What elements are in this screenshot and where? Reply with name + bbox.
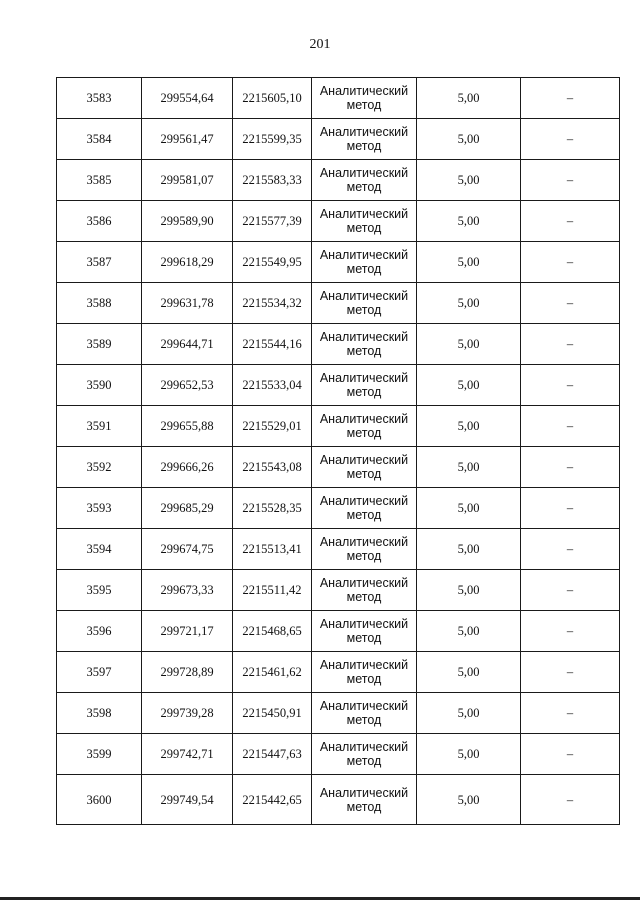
note-cell: –	[521, 734, 620, 775]
y-coordinate-cell: 2215533,04	[233, 365, 312, 406]
y-coordinate-cell: 2215529,01	[233, 406, 312, 447]
table-row	[57, 119, 620, 160]
note-cell: –	[521, 570, 620, 611]
table-row	[57, 488, 620, 529]
point-number-cell: 3587	[57, 242, 142, 283]
note-cell: –	[521, 611, 620, 652]
accuracy-cell: 5,00	[417, 611, 521, 652]
x-coordinate-cell: 299589,90	[142, 201, 233, 242]
method-cell	[312, 283, 417, 324]
x-coordinate-cell: 299631,78	[142, 283, 233, 324]
method-line-2: метод	[346, 221, 382, 235]
table-row	[57, 406, 620, 447]
method-line-2: метод	[346, 549, 382, 563]
point-number-cell: 3597	[57, 652, 142, 693]
accuracy-cell: 5,00	[417, 488, 521, 529]
method-line-1: Аналитический	[319, 453, 409, 467]
accuracy-cell: 5,00	[417, 283, 521, 324]
x-coordinate-cell: 299561,47	[142, 119, 233, 160]
accuracy-cell: 5,00	[417, 529, 521, 570]
method-cell	[312, 324, 417, 365]
x-coordinate-cell: 299652,53	[142, 365, 233, 406]
method-cell	[312, 78, 417, 119]
method-line-1: Аналитический	[319, 658, 409, 672]
y-coordinate-cell: 2215534,32	[233, 283, 312, 324]
method-cell	[312, 447, 417, 488]
coordinates-table	[56, 77, 620, 825]
y-coordinate-cell: 2215605,10	[233, 78, 312, 119]
method-cell	[312, 201, 417, 242]
method-line-2: метод	[346, 303, 382, 317]
point-number-cell: 3589	[57, 324, 142, 365]
table-row	[57, 570, 620, 611]
y-coordinate-cell: 2215543,08	[233, 447, 312, 488]
table-row	[57, 365, 620, 406]
method-cell	[312, 242, 417, 283]
x-coordinate-cell: 299581,07	[142, 160, 233, 201]
table-body	[57, 78, 620, 825]
x-coordinate-cell: 299618,29	[142, 242, 233, 283]
accuracy-cell: 5,00	[417, 734, 521, 775]
method-line-1: Аналитический	[319, 84, 409, 98]
method-line-1: Аналитический	[319, 248, 409, 262]
point-number-cell: 3588	[57, 283, 142, 324]
note-cell: –	[521, 365, 620, 406]
method-line-1: Аналитический	[319, 207, 409, 221]
note-cell: –	[521, 488, 620, 529]
table-row	[57, 160, 620, 201]
method-cell	[312, 119, 417, 160]
y-coordinate-cell: 2215447,63	[233, 734, 312, 775]
point-number-cell: 3586	[57, 201, 142, 242]
accuracy-cell: 5,00	[417, 693, 521, 734]
table-row	[57, 283, 620, 324]
point-number-cell: 3594	[57, 529, 142, 570]
method-line-2: метод	[346, 672, 382, 686]
y-coordinate-cell: 2215442,65	[233, 775, 312, 825]
point-number-cell: 3591	[57, 406, 142, 447]
accuracy-cell: 5,00	[417, 447, 521, 488]
method-line-2: метод	[346, 98, 382, 112]
method-cell	[312, 611, 417, 652]
table-row	[57, 78, 620, 119]
x-coordinate-cell: 299644,71	[142, 324, 233, 365]
note-cell: –	[521, 447, 620, 488]
accuracy-cell: 5,00	[417, 242, 521, 283]
y-coordinate-cell: 2215461,62	[233, 652, 312, 693]
accuracy-cell: 5,00	[417, 324, 521, 365]
table-row	[57, 693, 620, 734]
x-coordinate-cell: 299674,75	[142, 529, 233, 570]
note-cell: –	[521, 119, 620, 160]
method-line-2: метод	[346, 385, 382, 399]
y-coordinate-cell: 2215583,33	[233, 160, 312, 201]
method-line-1: Аналитический	[319, 330, 409, 344]
accuracy-cell: 5,00	[417, 201, 521, 242]
note-cell: –	[521, 201, 620, 242]
method-line-2: метод	[346, 426, 382, 440]
x-coordinate-cell: 299554,64	[142, 78, 233, 119]
point-number-cell: 3600	[57, 775, 142, 825]
accuracy-cell: 5,00	[417, 406, 521, 447]
page-number: 201	[309, 37, 331, 52]
method-cell	[312, 160, 417, 201]
table-row	[57, 775, 620, 825]
table-row	[57, 652, 620, 693]
y-coordinate-cell: 2215528,35	[233, 488, 312, 529]
note-cell: –	[521, 160, 620, 201]
method-line-1: Аналитический	[319, 289, 409, 303]
table-row	[57, 529, 620, 570]
accuracy-cell: 5,00	[417, 78, 521, 119]
y-coordinate-cell: 2215450,91	[233, 693, 312, 734]
accuracy-cell: 5,00	[417, 365, 521, 406]
method-line-2: метод	[346, 139, 382, 153]
point-number-cell: 3583	[57, 78, 142, 119]
table-row	[57, 242, 620, 283]
point-number-cell: 3585	[57, 160, 142, 201]
method-cell	[312, 652, 417, 693]
method-line-2: метод	[346, 467, 382, 481]
table-row	[57, 611, 620, 652]
x-coordinate-cell: 299666,26	[142, 447, 233, 488]
x-coordinate-cell: 299721,17	[142, 611, 233, 652]
x-coordinate-cell: 299728,89	[142, 652, 233, 693]
accuracy-cell: 5,00	[417, 652, 521, 693]
accuracy-cell: 5,00	[417, 160, 521, 201]
method-cell	[312, 529, 417, 570]
method-cell	[312, 570, 417, 611]
method-cell	[312, 693, 417, 734]
y-coordinate-cell: 2215544,16	[233, 324, 312, 365]
method-line-1: Аналитический	[319, 494, 409, 508]
method-line-1: Аналитический	[319, 535, 409, 549]
method-line-2: метод	[346, 508, 382, 522]
accuracy-cell: 5,00	[417, 775, 521, 825]
accuracy-cell: 5,00	[417, 570, 521, 611]
note-cell: –	[521, 406, 620, 447]
point-number-cell: 3590	[57, 365, 142, 406]
note-cell: –	[521, 242, 620, 283]
method-line-2: метод	[346, 799, 382, 814]
y-coordinate-cell: 2215511,42	[233, 570, 312, 611]
note-cell: –	[521, 324, 620, 365]
y-coordinate-cell: 2215577,39	[233, 201, 312, 242]
method-cell	[312, 365, 417, 406]
table-row	[57, 324, 620, 365]
x-coordinate-cell: 299739,28	[142, 693, 233, 734]
x-coordinate-cell: 299749,54	[142, 775, 233, 825]
method-line-2: метод	[346, 631, 382, 645]
table-row	[57, 447, 620, 488]
point-number-cell: 3598	[57, 693, 142, 734]
note-cell: –	[521, 529, 620, 570]
method-cell	[312, 734, 417, 775]
y-coordinate-cell: 2215599,35	[233, 119, 312, 160]
method-line-1: Аналитический	[319, 740, 409, 754]
point-number-cell: 3599	[57, 734, 142, 775]
y-coordinate-cell: 2215513,41	[233, 529, 312, 570]
x-coordinate-cell: 299673,33	[142, 570, 233, 611]
table-row	[57, 201, 620, 242]
x-coordinate-cell: 299655,88	[142, 406, 233, 447]
method-line-1: Аналитический	[319, 125, 409, 139]
table-row	[57, 734, 620, 775]
method-line-1: Аналитический	[319, 699, 409, 713]
method-line-2: метод	[346, 590, 382, 604]
point-number-cell: 3596	[57, 611, 142, 652]
x-coordinate-cell: 299685,29	[142, 488, 233, 529]
method-line-1: Аналитический	[319, 412, 409, 426]
method-line-2: метод	[346, 713, 382, 727]
note-cell: –	[521, 283, 620, 324]
method-line-2: метод	[346, 180, 382, 194]
method-line-1: Аналитический	[319, 576, 409, 590]
method-line-1: Аналитический	[319, 785, 409, 800]
point-number-cell: 3593	[57, 488, 142, 529]
method-line-1: Аналитический	[319, 617, 409, 631]
accuracy-cell: 5,00	[417, 119, 521, 160]
method-line-2: метод	[346, 262, 382, 276]
note-cell: –	[521, 78, 620, 119]
point-number-cell: 3592	[57, 447, 142, 488]
y-coordinate-cell: 2215468,65	[233, 611, 312, 652]
point-number-cell: 3584	[57, 119, 142, 160]
method-cell	[312, 488, 417, 529]
method-line-2: метод	[346, 344, 382, 358]
method-line-1: Аналитический	[319, 371, 409, 385]
method-cell	[312, 775, 417, 825]
note-cell: –	[521, 652, 620, 693]
method-cell	[312, 406, 417, 447]
note-cell: –	[521, 693, 620, 734]
y-coordinate-cell: 2215549,95	[233, 242, 312, 283]
point-number-cell: 3595	[57, 570, 142, 611]
note-cell: –	[521, 775, 620, 825]
method-line-2: метод	[346, 754, 382, 768]
method-line-1: Аналитический	[319, 166, 409, 180]
x-coordinate-cell: 299742,71	[142, 734, 233, 775]
